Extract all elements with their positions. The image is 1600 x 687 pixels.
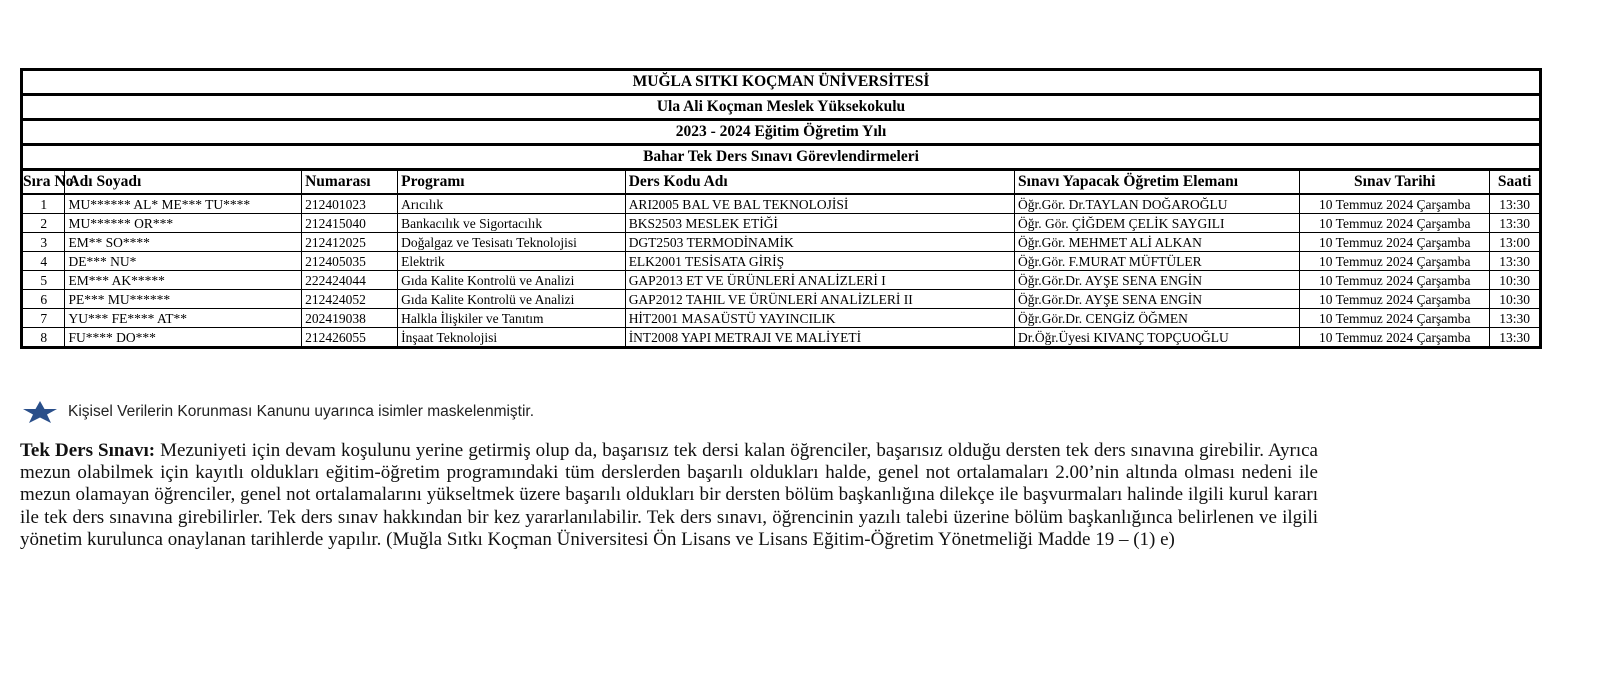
column-header-course: Ders Kodu Adı xyxy=(625,170,1014,195)
cell-time: 13:30 xyxy=(1490,214,1541,233)
table-row xyxy=(22,194,1541,214)
cell-instructor: Öğr.Gör. MEHMET ALİ ALKAN xyxy=(1015,233,1300,252)
cell-program: Gıda Kalite Kontrolü ve Analizi xyxy=(398,290,626,309)
cell-instructor: Öğr.Gör.Dr. AYŞE SENA ENGİN xyxy=(1015,271,1300,290)
university-title: MUĞLA SITKI KOÇMAN ÜNİVERSİTESİ xyxy=(22,70,1541,95)
cell-date: 10 Temmuz 2024 Çarşamba xyxy=(1300,328,1490,348)
cell-time: 13:30 xyxy=(1490,309,1541,328)
cell-number: 212424052 xyxy=(302,290,398,309)
column-header-time: Saati xyxy=(1490,170,1541,195)
table-header-row xyxy=(22,170,1541,195)
cell-sira: 5 xyxy=(22,271,65,290)
masking-legend xyxy=(20,400,534,424)
table-row xyxy=(22,271,1541,290)
cell-course: İNT2008 YAPI METRAJI VE MALİYETİ xyxy=(625,328,1014,348)
cell-time: 13:30 xyxy=(1490,252,1541,271)
cell-course: GAP2012 TAHIL VE ÜRÜNLERİ ANALİZLERİ II xyxy=(625,290,1014,309)
cell-course: GAP2013 ET VE ÜRÜNLERİ ANALİZLERİ I xyxy=(625,271,1014,290)
table-row xyxy=(22,290,1541,309)
cell-time: 10:30 xyxy=(1490,290,1541,309)
cell-name: EM** SO**** xyxy=(65,233,302,252)
cell-date: 10 Temmuz 2024 Çarşamba xyxy=(1300,271,1490,290)
cell-name: YU*** FE**** AT** xyxy=(65,309,302,328)
cell-program: Halkla İlişkiler ve Tanıtım xyxy=(398,309,626,328)
cell-course: DGT2503 TERMODİNAMİK xyxy=(625,233,1014,252)
table-row xyxy=(22,252,1541,271)
cell-name: EM*** AK***** xyxy=(65,271,302,290)
cell-date: 10 Temmuz 2024 Çarşamba xyxy=(1300,290,1490,309)
column-header-name: Adı Soyadı xyxy=(65,170,302,195)
cell-name: DE*** NU* xyxy=(65,252,302,271)
cell-sira: 3 xyxy=(22,233,65,252)
table-row xyxy=(22,328,1541,348)
cell-sira: 4 xyxy=(22,252,65,271)
column-header-number: Numarası xyxy=(302,170,398,195)
regulation-paragraph xyxy=(20,440,1318,551)
cell-instructor: Öğr.Gör.Dr. AYŞE SENA ENGİN xyxy=(1015,290,1300,309)
table-row xyxy=(22,214,1541,233)
cell-number: 202419038 xyxy=(302,309,398,328)
paragraph-body: Mezuniyeti için devam koşulunu yerine getirmiş olup da, başarısız tek dersi kalan öğrenciler, başarısız olduğu dersten tek ders sınavına girebilir. Ayrıca mezun olabilmek için kayıtlı oldukları eğitim-öğretim programındaki tüm derslerden başarılı oldukları halde, genel not ortalamaları 2.00’nin altında olması nedeni ile mezun olamayan öğrenciler, genel not ortalamalarını yükseltmek üzere başarılı oldukları bir dersten bölüm başkanlığına dilekçe ile başvurmaları halinde ilgili kurul kararı ile tek ders sınavına girebilirler. Tek ders sınav hakkından bir kez yararlanılabilir. Tek ders sınavı, öğrencinin yazılı talebi üzerine bölüm başkanlığınca belirlenen ve ilgili yönetim kurulunca onaylanan tarihlerde yapılır. (Muğla Sıtkı Koçman Üniversitesi Ön Lisans ve Lisans Eğitim-Öğretim Yönetmeliği Madde 19 – (1) e) xyxy=(20,440,1318,550)
paragraph-lead: Tek Ders Sınavı: xyxy=(20,440,156,461)
cell-course: BKS2503 MESLEK ETİĞİ xyxy=(625,214,1014,233)
cell-sira: 7 xyxy=(22,309,65,328)
cell-program: Gıda Kalite Kontrolü ve Analizi xyxy=(398,271,626,290)
cell-number: 212405035 xyxy=(302,252,398,271)
cell-date: 10 Temmuz 2024 Çarşamba xyxy=(1300,214,1490,233)
academic-year-title: 2023 - 2024 Eğitim Öğretim Yılı xyxy=(22,120,1541,145)
cell-number: 212412025 xyxy=(302,233,398,252)
column-header-sira: Sıra No xyxy=(22,170,65,195)
cell-name: FU**** DO*** xyxy=(65,328,302,348)
cell-name: PE*** MU****** xyxy=(65,290,302,309)
star-icon xyxy=(20,401,60,423)
table-row xyxy=(22,233,1541,252)
cell-time: 13:30 xyxy=(1490,328,1541,348)
cell-program: Arıcılık xyxy=(398,194,626,214)
cell-sira: 8 xyxy=(22,328,65,348)
cell-program: Doğalgaz ve Tesisatı Teknolojisi xyxy=(398,233,626,252)
cell-time: 13:00 xyxy=(1490,233,1541,252)
table-row xyxy=(22,309,1541,328)
cell-name: MU****** OR*** xyxy=(65,214,302,233)
document-title: Bahar Tek Ders Sınavı Görevlendirmeleri xyxy=(22,145,1541,170)
cell-course: ELK2001 TESİSATA GİRİŞ xyxy=(625,252,1014,271)
cell-instructor: Dr.Öğr.Üyesi KIVANÇ TOPÇUOĞLU xyxy=(1015,328,1300,348)
cell-instructor: Öğr.Gör.Dr. CENGİZ ÖĞMEN xyxy=(1015,309,1300,328)
cell-instructor: Öğr. Gör. ÇİĞDEM ÇELİK SAYGILI xyxy=(1015,214,1300,233)
cell-date: 10 Temmuz 2024 Çarşamba xyxy=(1300,233,1490,252)
cell-sira: 1 xyxy=(22,194,65,214)
cell-program: İnşaat Teknolojisi xyxy=(398,328,626,348)
cell-sira: 2 xyxy=(22,214,65,233)
cell-course: HİT2001 MASAÜSTÜ YAYINCILIK xyxy=(625,309,1014,328)
cell-program: Elektrik xyxy=(398,252,626,271)
column-header-program: Programı xyxy=(398,170,626,195)
column-header-instructor: Sınavı Yapacak Öğretim Elemanı xyxy=(1015,170,1300,195)
cell-date: 10 Temmuz 2024 Çarşamba xyxy=(1300,252,1490,271)
cell-program: Bankacılık ve Sigortacılık xyxy=(398,214,626,233)
school-title: Ula Ali Koçman Meslek Yüksekokulu xyxy=(22,95,1541,120)
column-header-date: Sınav Tarihi xyxy=(1300,170,1490,195)
cell-number: 212401023 xyxy=(302,194,398,214)
cell-number: 212426055 xyxy=(302,328,398,348)
cell-number: 212415040 xyxy=(302,214,398,233)
cell-date: 10 Temmuz 2024 Çarşamba xyxy=(1300,309,1490,328)
cell-number: 222424044 xyxy=(302,271,398,290)
cell-instructor: Öğr.Gör. F.MURAT MÜFTÜLER xyxy=(1015,252,1300,271)
cell-date: 10 Temmuz 2024 Çarşamba xyxy=(1300,194,1490,214)
cell-name: MU****** AL* ME*** TU**** xyxy=(65,194,302,214)
assignments-table xyxy=(20,68,1542,349)
cell-time: 10:30 xyxy=(1490,271,1541,290)
cell-instructor: Öğr.Gör. Dr.TAYLAN DOĞAROĞLU xyxy=(1015,194,1300,214)
cell-sira: 6 xyxy=(22,290,65,309)
legend-text: Kişisel Verilerin Korunması Kanunu uyarınca isimler maskelenmiştir. xyxy=(68,403,535,420)
cell-time: 13:30 xyxy=(1490,194,1541,214)
cell-course: ARI2005 BAL VE BAL TEKNOLOJİSİ xyxy=(625,194,1014,214)
